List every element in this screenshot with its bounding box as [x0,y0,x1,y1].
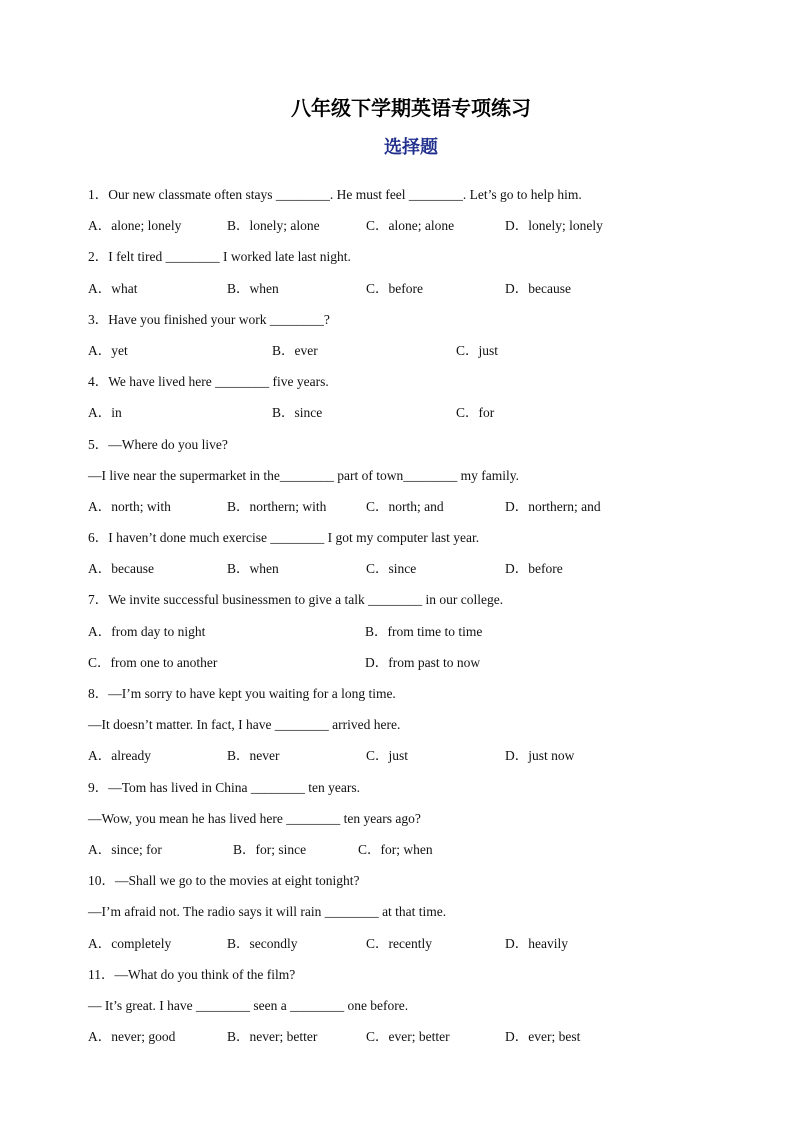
options-row [88,928,734,959]
option-a[interactable]: A．since; for [88,841,162,857]
option-d[interactable]: D．lonely; lonely [505,218,603,234]
option-b[interactable]: B．from time to time [365,623,483,639]
option-d[interactable]: D．just now [505,748,575,764]
question-text: 10．—Shall we go to the movies at eight tonight? [88,873,360,889]
question-text: —Wow, you mean he has lived here ________ ten years ago? [88,810,421,826]
option-d[interactable]: D．before [505,561,563,577]
option-c[interactable]: C．for [456,405,495,421]
question-text: 11．—What do you think of the film? [88,966,296,982]
question-text: —It doesn’t matter. In fact, I have ________ arrived here. [88,717,401,733]
option-c[interactable]: C．ever; better [366,1029,450,1045]
option-d[interactable]: D．from past to now [365,654,481,670]
question-8 [88,678,734,772]
question-4 [88,366,734,428]
option-d[interactable]: D．because [505,280,571,296]
question-text: 9．—Tom has lived in China ________ ten years. [88,779,361,795]
question-11 [88,959,734,1053]
option-b[interactable]: B．secondly [227,935,298,951]
option-b[interactable]: B．when [227,561,279,577]
option-d[interactable]: D．heavily [505,935,568,951]
option-a[interactable]: A．yet [88,342,128,358]
option-c[interactable]: C．alone; alone [366,218,455,234]
option-c[interactable]: C．since [366,561,417,577]
option-a[interactable]: A．what [88,280,138,296]
question-text: — It’s great. I have ________ seen a ________ one before. [88,997,409,1013]
options-row [88,210,734,241]
option-b[interactable]: B．for; since [233,841,307,857]
option-d[interactable]: D．ever; best [505,1029,581,1045]
question-text: 1．Our new classmate often stays ________. He must feel ________. Let’s go to help him. [88,187,582,202]
question-text: 6．I haven’t done much exercise ________ I got my computer last year. [88,530,480,546]
page-title: 八年级下学期英语专项练习 [291,96,531,120]
options-row [88,740,734,771]
question-text: —I’m afraid not. The radio says it will rain ________ at that time. [88,904,447,920]
option-b[interactable]: B．since [272,405,323,421]
question-text: 8．—I’m sorry to have kept you waiting for a long time. [88,686,396,701]
options-row [88,397,734,428]
option-a[interactable]: A．already [88,748,151,764]
question-text: 2．I felt tired ________ I worked late last night. [88,249,351,265]
option-a[interactable]: A．alone; lonely [88,218,182,234]
option-d[interactable]: D．northern; and [505,498,601,514]
option-c[interactable]: C．north; and [366,498,444,514]
question-text: 3．Have you finished your work ________? [88,311,330,327]
question-5 [88,429,734,523]
option-a[interactable]: A．from day to night [88,623,206,639]
question-text: 5．—Where do you live? [88,436,228,452]
option-c[interactable]: C．recently [366,935,432,951]
option-a[interactable]: A．completely [88,935,172,951]
question-2 [88,241,734,303]
option-c[interactable]: C．just [456,342,499,358]
option-a[interactable]: A．because [88,561,154,577]
option-c[interactable]: C．just [366,748,409,764]
option-b[interactable]: B．northern; with [227,498,327,514]
option-b[interactable]: B．never; better [227,1029,318,1045]
section-title: 选择题 [384,137,438,158]
options-row [88,491,734,522]
question-10 [88,865,734,959]
option-b[interactable]: B．when [227,280,279,296]
option-a[interactable]: A．in [88,405,122,421]
question-text: 4．We have lived here ________ five years. [88,374,329,390]
question-3 [88,304,734,366]
options-row [88,647,734,678]
option-b[interactable]: B．lonely; alone [227,218,320,234]
options-row [88,616,734,647]
options-row [88,335,734,366]
question-text: 7．We invite successful businessmen to give a talk ________ in our college. [88,592,504,608]
options-row [88,273,734,304]
option-c[interactable]: C．before [366,280,423,296]
option-b[interactable]: B．never [227,748,280,764]
options-row [88,1021,734,1052]
option-a[interactable]: A．never; good [88,1029,176,1045]
question-text: —I live near the supermarket in the________ part of town________ my family. [88,467,520,483]
option-c[interactable]: C．for; when [358,841,433,857]
option-b[interactable]: B．ever [272,342,318,358]
question-7 [88,584,734,678]
option-a[interactable]: A．north; with [88,498,171,514]
question-1 [88,179,734,241]
options-row [88,553,734,584]
option-c[interactable]: C．from one to another [88,654,218,670]
options-row [88,834,734,865]
question-9 [88,772,734,866]
question-6 [88,522,734,584]
